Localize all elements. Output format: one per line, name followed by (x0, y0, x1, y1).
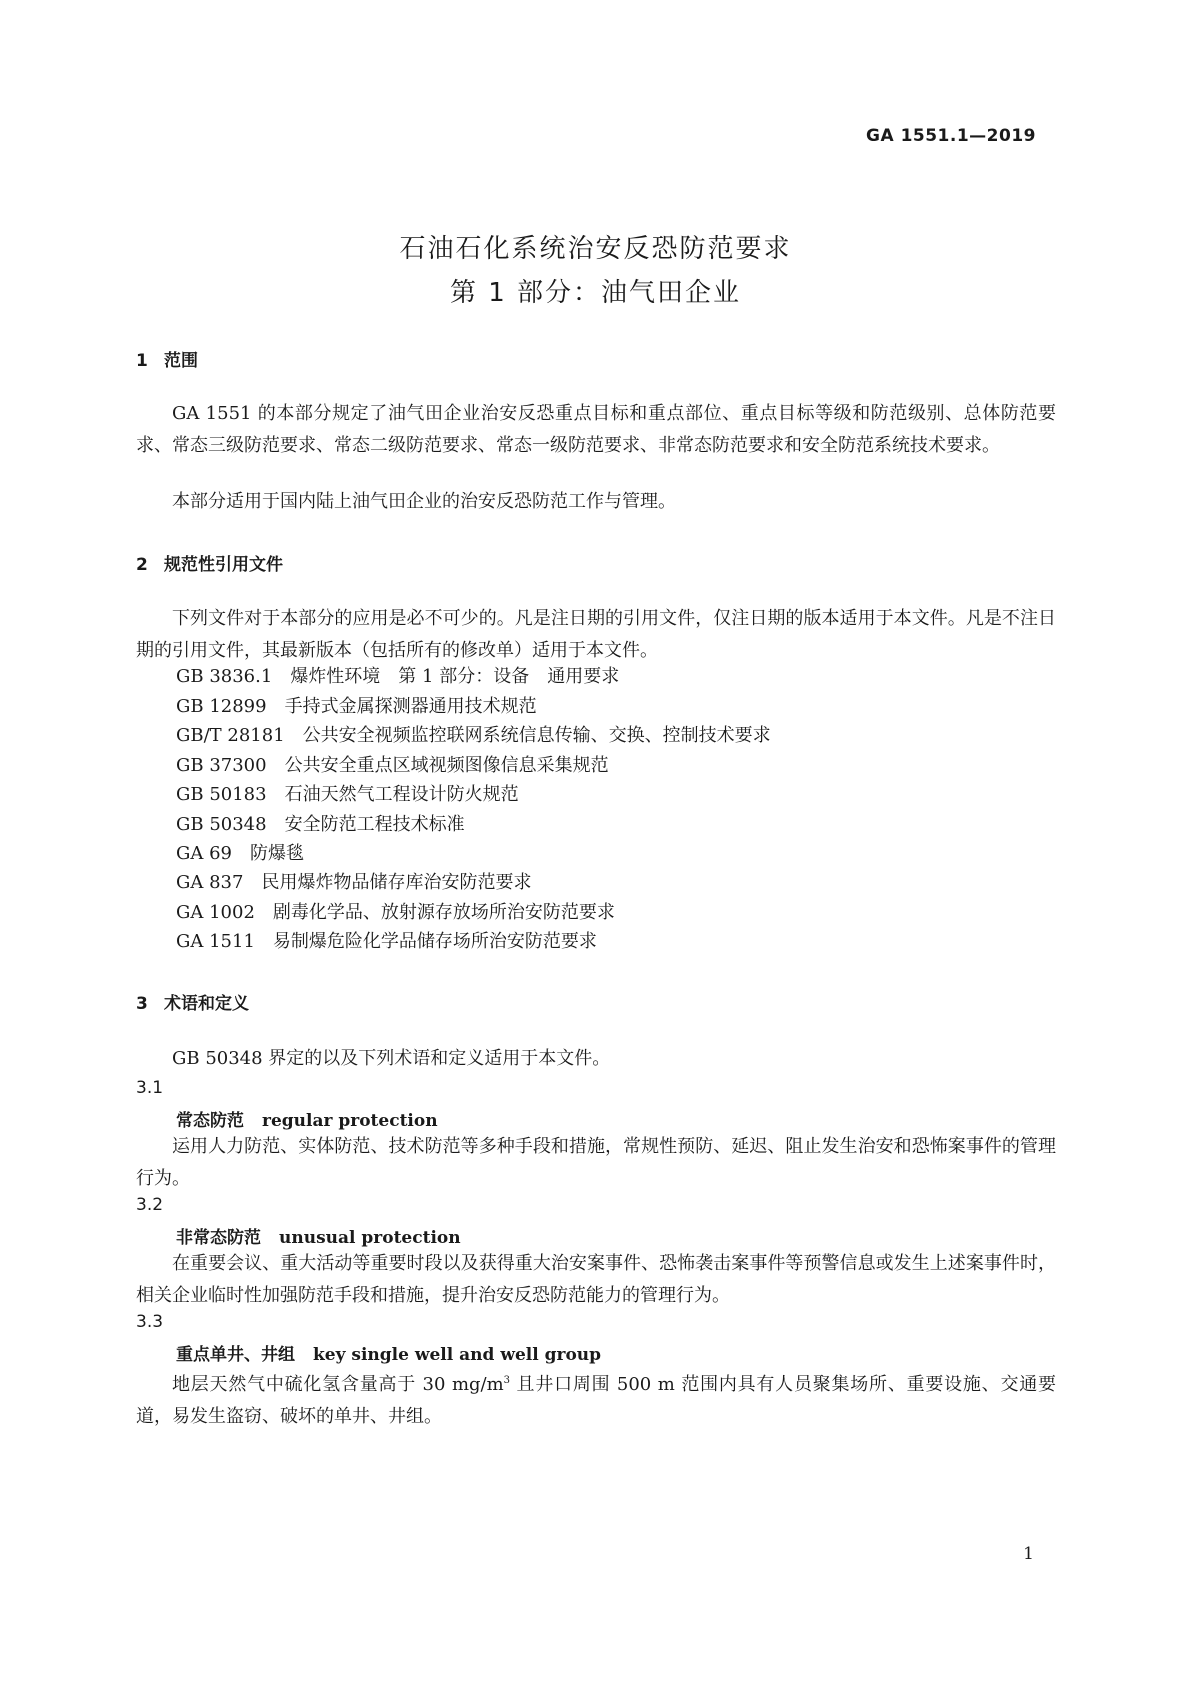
reference-item (176, 927, 597, 957)
section-heading-normative-references (136, 550, 283, 575)
reference-code: GB/T 28181 (176, 725, 285, 746)
reference-title: 易制爆危险化学品储存场所治安防范要求 (272, 931, 597, 952)
section-title: 范围 (164, 351, 198, 371)
term-chinese: 常态防范 (176, 1111, 244, 1131)
reference-title: 公共安全视频监控联网系统信息传输、交换、控制技术要求 (302, 725, 771, 746)
reference-code: GB 3836.1 (176, 666, 273, 687)
reference-item (176, 721, 771, 751)
reference-title: 安全防范工程技术标准 (284, 814, 465, 835)
term-number: 3.1 (136, 1078, 164, 1098)
reference-item (176, 692, 537, 722)
reference-code: GB 50348 (176, 814, 267, 835)
term-definition: 运用人力防范、实体防范、技术防范等多种手段和措施，常规性预防、延迟、阻止发生治安和恐怖案事件的管理行为。 (136, 1136, 1056, 1189)
term-number: 3.3 (136, 1312, 164, 1332)
term-chinese: 重点单井、井组 (176, 1345, 295, 1365)
term-definition (136, 1365, 1056, 1433)
document-subtitle: 第 1 部分：油气田企业 (449, 278, 742, 308)
terms-intro-paragraph: GB 50348 界定的以及下列术语和定义适用于本文件。 (172, 1048, 611, 1069)
term-definition-text: 地层天然气中硫化氢含量高于 30 mg/m (172, 1374, 504, 1395)
section-number: 3 (136, 994, 148, 1014)
reference-item (176, 662, 619, 692)
reference-item (176, 839, 304, 869)
reference-code: GB 37300 (176, 755, 267, 776)
section-heading-terms-and-definitions (136, 989, 249, 1014)
reference-code: GA 837 (176, 872, 244, 893)
reference-item (176, 898, 615, 928)
reference-title: 剧毒化学品、放射源存放场所治安防范要求 (272, 902, 615, 923)
document-title: 石油石化系统治安反恐防范要求 (399, 234, 792, 264)
unit-superscript: 3 (503, 1375, 511, 1386)
term-english: regular protection (262, 1111, 438, 1131)
term-definition: 在重要会议、重大活动等重要时段以及获得重大治安案事件、恐怖袭击案事件等预警信息或发生上述案事件时，相关企业临时性加强防范手段和措施，提升治安反恐防范能力的管理行为。 (136, 1253, 1056, 1306)
section-number: 2 (136, 555, 148, 575)
reference-code: GA 69 (176, 843, 233, 864)
reference-title: 石油天然气工程设计防火规范 (284, 784, 519, 805)
term-chinese: 非常态防范 (176, 1228, 261, 1248)
references-intro-paragraph: 下列文件对于本部分的应用是必不可少的。凡是注日期的引用文件，仅注日期的版本适用于本文件。凡是不注日期的引用文件，其最新版本（包括所有的修改单）适用于本文件。 (136, 608, 1056, 661)
term-heading (176, 1340, 601, 1365)
section-title: 规范性引用文件 (164, 555, 283, 575)
reference-code: GA 1511 (176, 931, 255, 952)
reference-title: 防爆毯 (250, 843, 305, 864)
reference-title: 爆炸性环境 第 1 部分：设备 通用要求 (290, 666, 620, 687)
reference-code: GA 1002 (176, 902, 255, 923)
reference-item (176, 868, 531, 898)
term-english: key single well and well group (313, 1345, 602, 1365)
reference-title: 民用爆炸物品储存库治安防范要求 (261, 872, 532, 893)
reference-title: 公共安全重点区域视频图像信息采集规范 (284, 755, 609, 776)
section-heading-scope (136, 346, 198, 371)
reference-item (176, 780, 519, 810)
term-english: unusual protection (279, 1228, 461, 1248)
reference-item (176, 810, 465, 840)
scope-applicability-paragraph: 本部分适用于国内陆上油气田企业的治安反恐防范工作与管理。 (172, 491, 676, 512)
reference-title: 手持式金属探测器通用技术规范 (284, 696, 537, 717)
section-title: 术语和定义 (164, 994, 249, 1014)
term-definition-text: 且井口周围 500 m 范围内具有人员聚集场所、重要设施、交通要道，易发生盗窃、破坏的单井、井组。 (136, 1374, 1056, 1427)
section-number: 1 (136, 351, 148, 371)
scope-paragraph: GA 1551 的本部分规定了油气田企业治安反恐重点目标和重点部位、重点目标等级和防范级别、总体防范要求、常态三级防范要求、常态二级防范要求、常态一级防范要求、非常态防范要求和安全防范系统技术要求。 (136, 403, 1056, 456)
reference-item (176, 751, 609, 781)
term-heading (176, 1223, 461, 1248)
standard-number: GA 1551.1—2019 (866, 126, 1036, 146)
reference-code: GB 50183 (176, 784, 267, 805)
term-number: 3.2 (136, 1195, 164, 1215)
reference-code: GB 12899 (176, 696, 267, 717)
term-heading (176, 1106, 438, 1131)
page-number: 1 (1023, 1544, 1034, 1564)
